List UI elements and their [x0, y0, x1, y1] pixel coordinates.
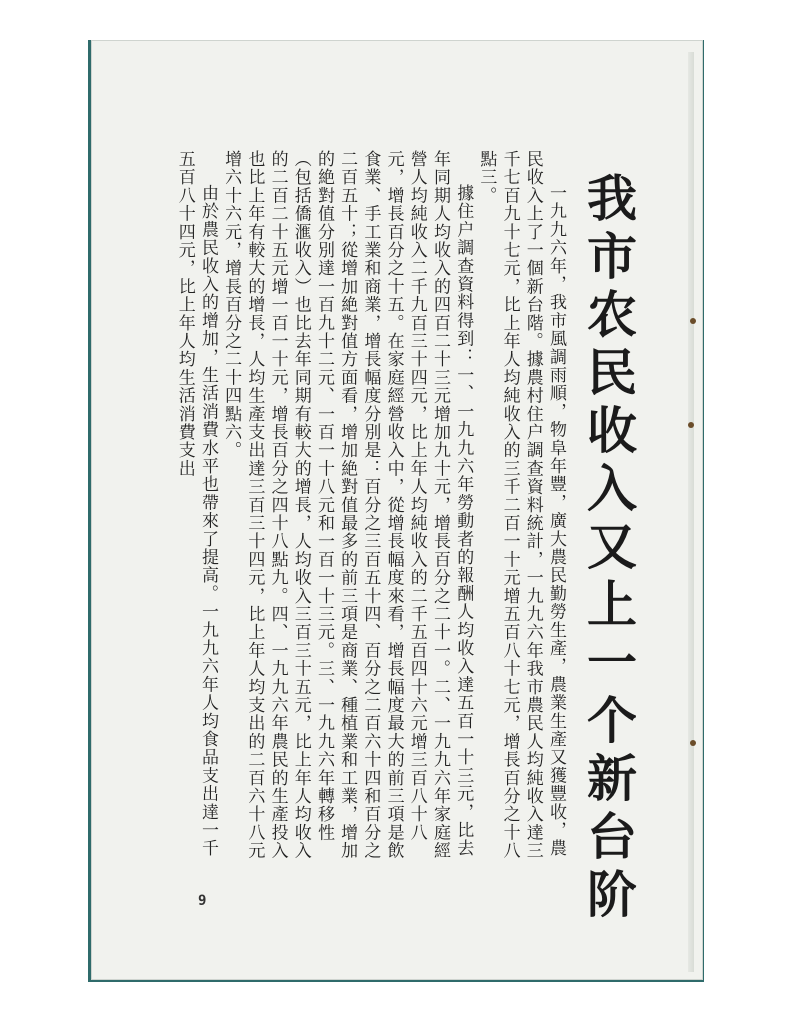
paragraph-1: 一九九六年，我市風調雨順，物阜年豐，廣大農民勤勞生產，農業生產又獲豐收，農民收入上了一個新台階。據農村住户調查資料統計，一九九六年我市農民人均純收入達三千七百九十七元，比上年人均純收入的三千二百一十元增五百八十七元，增長百分之十八點三。: [476, 150, 566, 860]
article-body: [173, 150, 567, 870]
paragraph-3: 由於農民收入的增加，生活消費水平也帶來了提高。一九九六年人均食品支出達一千五百八十四元，比上年人均生活消費支出: [174, 150, 218, 858]
paragraph-2: 據住户調查資料得到：一、一九九六年勞動者的報酬人均收入達五百一十三元，比去年同期人均收入的四百二十三元增加九十元，增長百分之二十一。二、一九九六年家庭經營人均純收入二千九百三十四元，比上年人均純收入的二千五百四十六元增三百八十八元，增長百分之十五。在家庭經營收入中，從增長幅度來看，增長幅度最大的前三項是飲食業、手工業和商業，增長幅度分別是：百分之三百五十四、百分之二百六十四和百分之二百五十；從增加絶對值方面看，增加絶對值最多的前三項是商業、種植業和工業，增加的絶對值分別達一百九十二元、一百一十八元和一百一十三元。三、一九九六年轉移性（包括僑滙收入）也比去年同期有較大的增長，人均收入三百三十五元，比上年人均收入的二百二十五元增一百一十元，增長百分之四十八點九。四、一九九六年農民的生產投入也比上年有較大的增長，人均生產支出達三百三十四元，比上年人均支出的二百六十八元增六十六元，增長百分之二十四點六。: [221, 150, 474, 860]
page-fold: [688, 52, 694, 972]
page-number: 9: [198, 893, 207, 909]
stain-speck: [690, 740, 696, 746]
stain-speck: [688, 422, 694, 428]
stain-speck: [690, 318, 696, 324]
article-title: 我市农民收入又上一个新台阶: [579, 172, 638, 926]
